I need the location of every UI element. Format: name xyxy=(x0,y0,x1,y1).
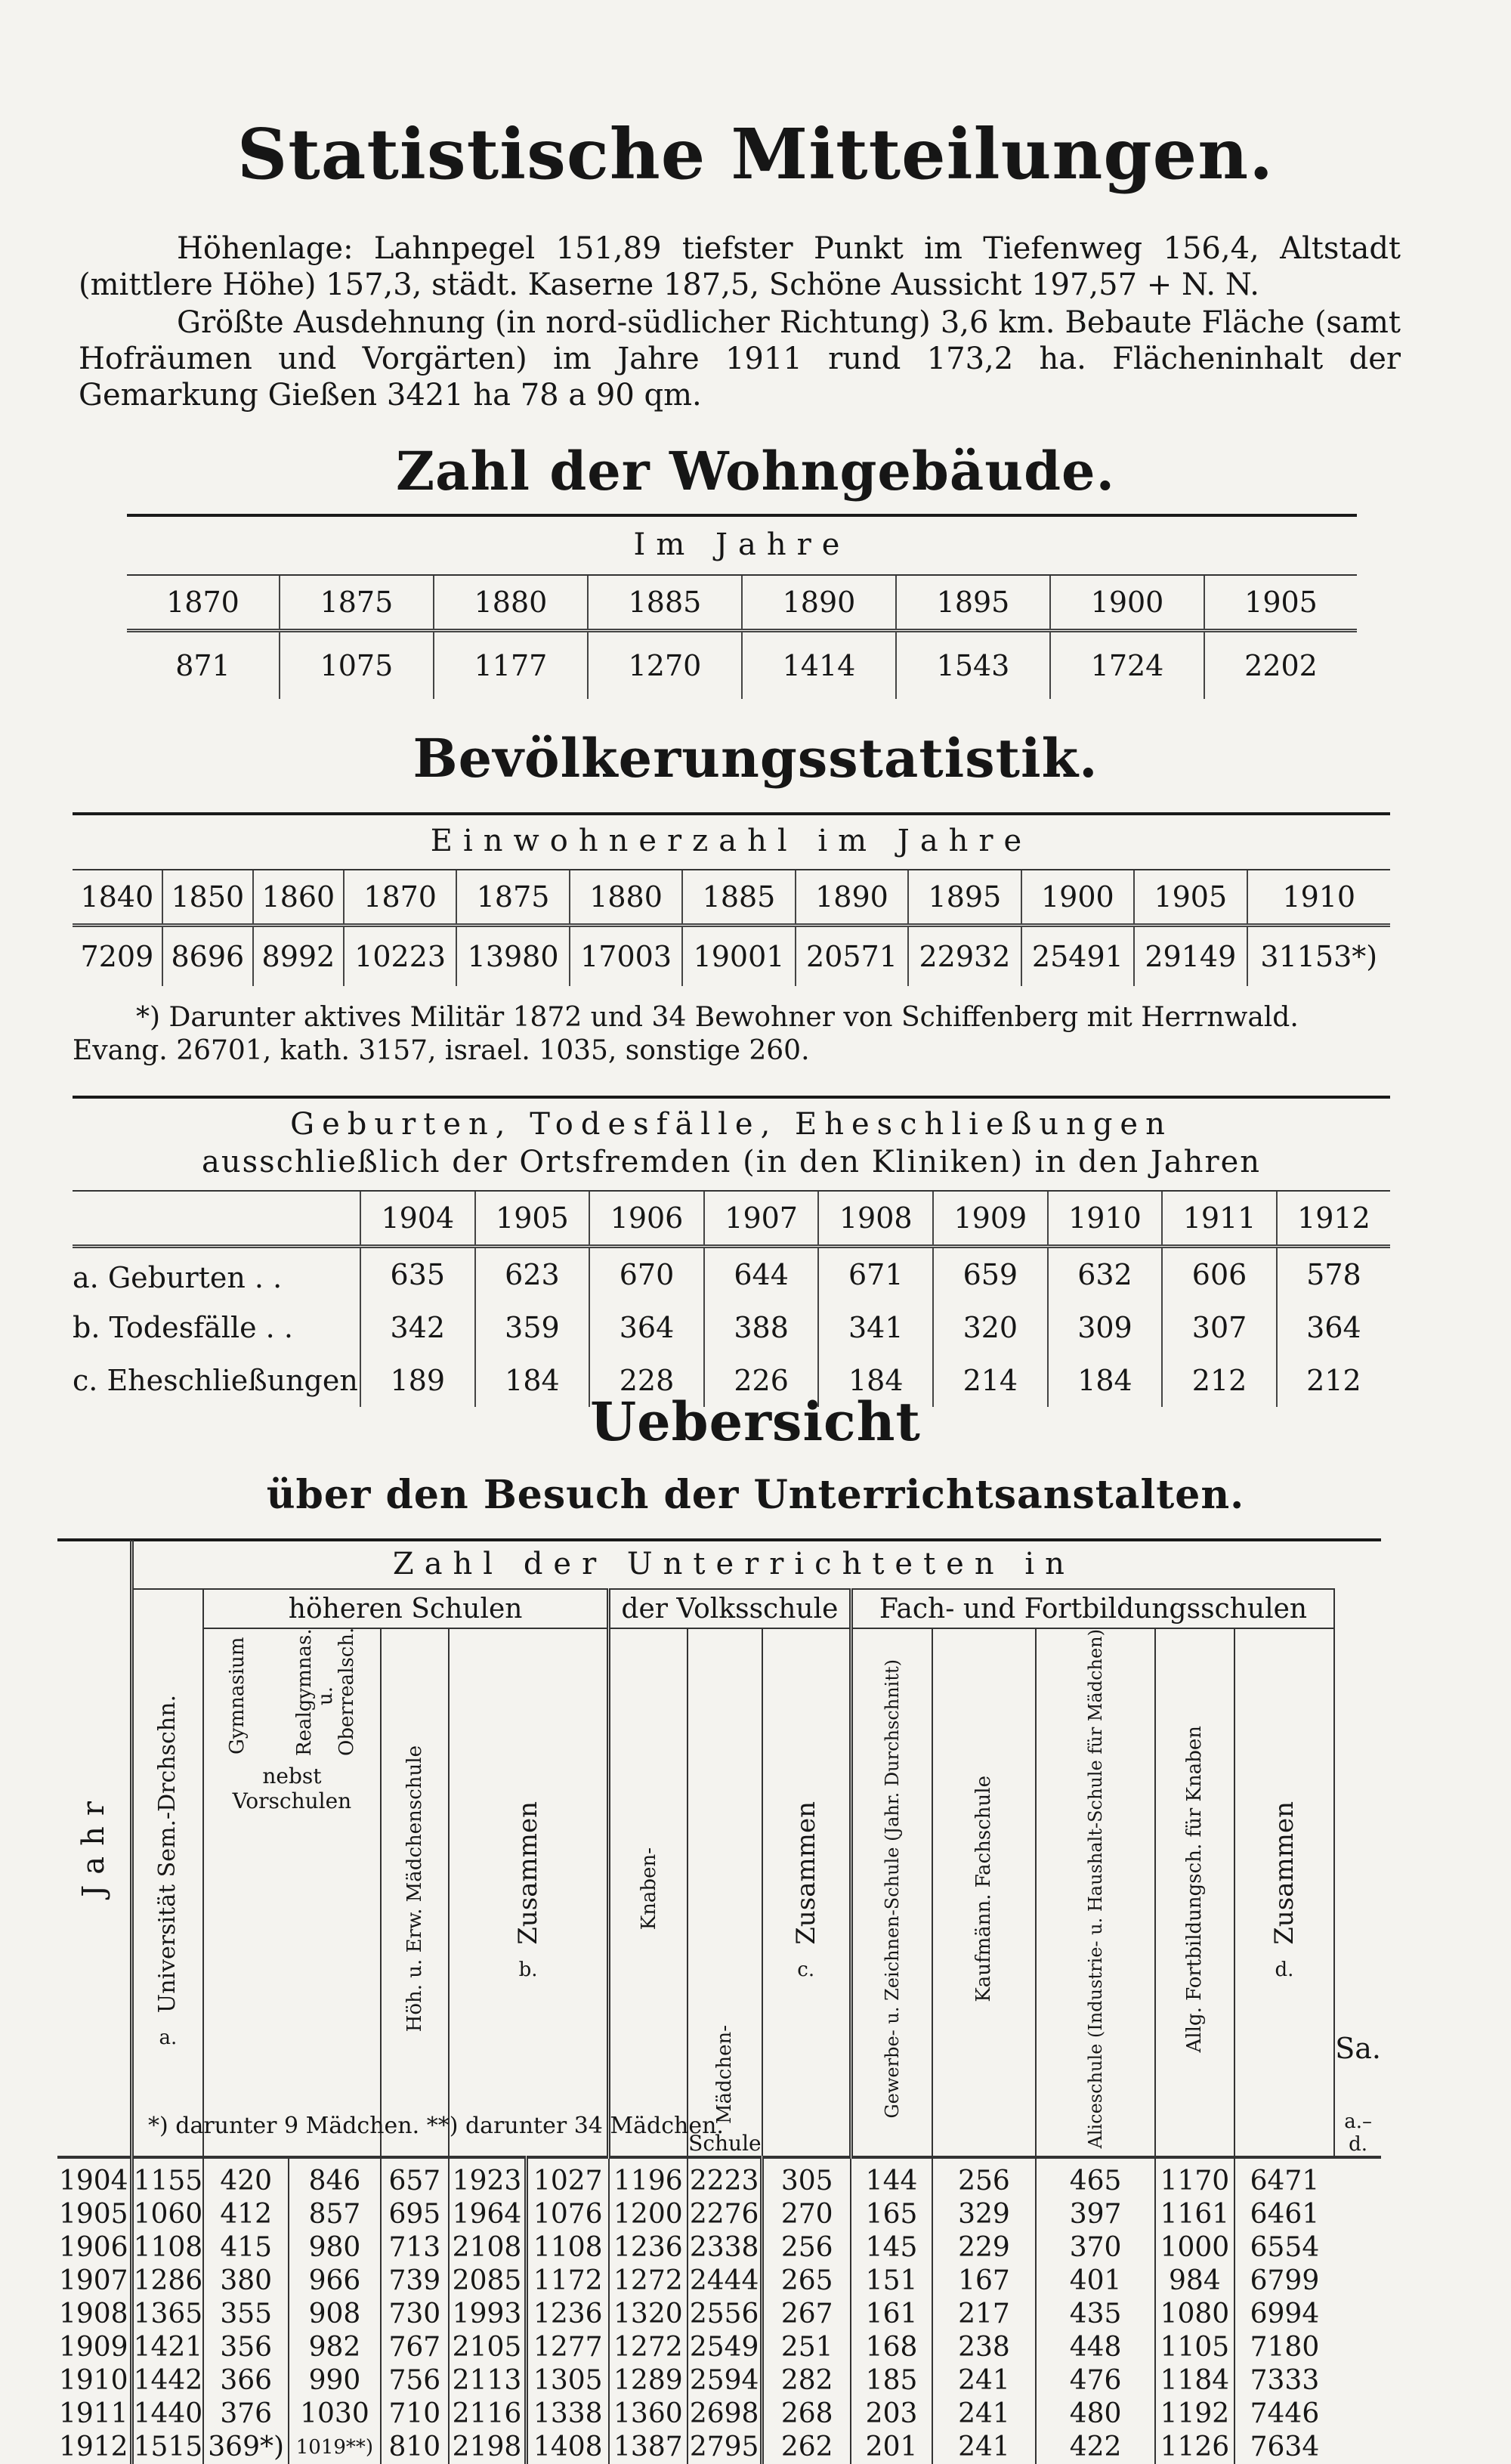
table-cell: 214 xyxy=(933,1354,1048,1407)
table-cell: 1909 xyxy=(933,1192,1048,1247)
hoeh-header xyxy=(381,1628,449,2157)
zus-b-header xyxy=(449,1628,609,2157)
housing-title: Zahl der Wohngebäude. xyxy=(396,440,1115,502)
table-cell: 415 xyxy=(203,2231,289,2265)
table-cell: 6799 xyxy=(1250,2265,1320,2297)
hoeh-label: Höh. u. Erw. Mädchenschule xyxy=(403,1745,426,2033)
table-cell: 268 xyxy=(762,2398,851,2431)
table-cell: 1408 xyxy=(526,2431,608,2464)
table-cell: 1850 xyxy=(162,870,253,926)
table-cell: 1414 xyxy=(742,631,896,700)
table-cell: 1170 xyxy=(1155,2157,1234,2198)
housing-caption: Im Jahre xyxy=(633,527,851,562)
year-header-label: Jahr xyxy=(76,1791,111,1898)
table-cell: 184 xyxy=(1048,1354,1163,1407)
table-row xyxy=(57,2298,1381,2331)
housing-table xyxy=(127,576,1357,699)
univ-header-label: Universität Sem.-Drchschn. xyxy=(154,1694,181,2013)
table-cell: 1885 xyxy=(682,870,795,926)
births-caption: Geburten, Todesfälle, Eheschließungen xyxy=(290,1107,1173,1142)
table-cell: 228 xyxy=(589,1354,704,1407)
table-cell: 1911 xyxy=(1162,1192,1277,1247)
schools-group-row xyxy=(57,1589,1381,1628)
table-cell: 465 xyxy=(1036,2157,1155,2198)
table-cell: 671 xyxy=(818,1247,933,1302)
kfm-header xyxy=(932,1628,1036,2157)
table-cell: 20571 xyxy=(796,926,908,987)
table-cell: 212 xyxy=(1277,1354,1390,1407)
table-cell: 1964 xyxy=(449,2198,526,2231)
table-cell: 2198 xyxy=(449,2431,526,2464)
table-cell: 29149 xyxy=(1134,926,1247,987)
table-cell: 2795 xyxy=(688,2431,762,2464)
table-cell: 632 xyxy=(1048,1247,1163,1302)
allg-label: Allg. Fortbildungsch. für Knaben xyxy=(1183,1725,1207,2052)
schools-subtitle: über den Besuch der Unterrichtsanstalten. xyxy=(266,1472,1245,1518)
table-cell: 17003 xyxy=(570,926,682,987)
table-cell: 635 xyxy=(360,1247,475,1302)
table-cell: 739 xyxy=(381,2265,449,2298)
table-cell: 305 xyxy=(762,2157,851,2198)
table-cell: 229 xyxy=(932,2231,1036,2265)
table-cell: 1442 xyxy=(131,2364,203,2398)
table-cell: 22932 xyxy=(908,926,1021,987)
zus-c-letter: c. xyxy=(797,1959,815,1982)
table-cell: 256 xyxy=(762,2231,851,2265)
table-cell: 1108 xyxy=(131,2231,203,2265)
table-cell: 767 xyxy=(381,2331,449,2364)
year-cell: 1904 xyxy=(57,2157,131,2198)
year-cell: 1910 xyxy=(57,2364,131,2398)
table-cell: 1177 xyxy=(434,631,588,700)
table-cell: 203 xyxy=(851,2398,932,2431)
table-cell: 19001 xyxy=(682,926,795,987)
table-cell: 1286 xyxy=(131,2265,203,2298)
knaben-header xyxy=(609,1628,688,2157)
table-cell: 846 xyxy=(289,2157,381,2198)
table-cell: 1870 xyxy=(127,576,280,631)
table-cell: 7446 xyxy=(1250,2398,1320,2430)
table-cell: 1907 xyxy=(704,1192,819,1247)
table-row xyxy=(73,1301,1390,1354)
table-cell: 145 xyxy=(851,2231,932,2265)
table-cell: 1060 xyxy=(131,2198,203,2231)
table-cell: 1440 xyxy=(131,2398,203,2431)
gew-header xyxy=(851,1628,932,2157)
table-row xyxy=(57,2398,1381,2431)
table-cell: 644 xyxy=(704,1247,819,1302)
population-title: Bevölkerungsstatistik. xyxy=(413,727,1098,790)
table-cell: 1912 xyxy=(1277,1192,1390,1247)
table-cell: 1338 xyxy=(526,2398,608,2431)
table-cell: 251 xyxy=(762,2331,851,2364)
schools-footnote: *) darunter 9 Mädchen. **) darunter 34 Mädchen. xyxy=(148,2113,724,2139)
table-cell: 1236 xyxy=(526,2298,608,2331)
table-cell: 185 xyxy=(851,2364,932,2398)
table-cell: 1108 xyxy=(526,2231,608,2265)
alice-header xyxy=(1036,1628,1155,2157)
table-cell: 359 xyxy=(475,1301,590,1354)
table-cell: 1900 xyxy=(1050,576,1204,631)
housing-top-rule xyxy=(127,514,1357,517)
table-cell: 420 xyxy=(203,2157,289,2198)
table-cell: 2556 xyxy=(688,2298,762,2331)
table-cell: 1184 xyxy=(1155,2364,1234,2398)
table-cell: 401 xyxy=(1036,2265,1155,2298)
births-top-rule xyxy=(73,1096,1390,1099)
table-cell: 6461 xyxy=(1250,2199,1320,2231)
table-cell: 1875 xyxy=(280,576,434,631)
table-row xyxy=(57,2265,1381,2298)
table-row xyxy=(57,2198,1381,2231)
table-cell: 369*) xyxy=(203,2431,289,2464)
table-cell: 2276 xyxy=(688,2198,762,2231)
group-volk: der Volksschule xyxy=(609,1589,851,1628)
table-cell: 1910 xyxy=(1048,1192,1163,1247)
table-cell: 1272 xyxy=(609,2331,688,2364)
group-fach: Fach- und Fortbildungsschulen xyxy=(851,1589,1334,1628)
table-cell: 2338 xyxy=(688,2231,762,2265)
row-label: a. Geburten . . xyxy=(73,1261,283,1294)
table-cell: 1277 xyxy=(526,2331,608,2364)
table-cell: 2085 xyxy=(449,2265,526,2298)
table-cell: 7634 xyxy=(1250,2432,1320,2463)
table-cell: 670 xyxy=(589,1247,704,1302)
gym-real-header xyxy=(203,1628,381,2157)
page-title: Statistische Mitteilungen. xyxy=(236,113,1275,195)
table-cell: 366 xyxy=(203,2364,289,2398)
table-cell: 7209 xyxy=(80,940,154,973)
table-cell: 1895 xyxy=(908,870,1021,926)
schools-title: Uebersicht xyxy=(590,1390,921,1453)
table-cell: 212 xyxy=(1162,1354,1277,1407)
table-cell: 320 xyxy=(933,1301,1048,1354)
table-cell: 1365 xyxy=(131,2298,203,2331)
table-cell: 578 xyxy=(1277,1247,1390,1302)
year-cell: 1908 xyxy=(57,2298,131,2331)
table-cell: 1030 xyxy=(289,2398,381,2431)
zus-d-letter: d. xyxy=(1275,1959,1294,1982)
table-cell: 161 xyxy=(851,2298,932,2331)
table-cell: 1904 xyxy=(360,1192,475,1247)
table-cell: 871 xyxy=(175,649,230,682)
table-cell: 241 xyxy=(932,2398,1036,2431)
table-cell: 6471 xyxy=(1250,2166,1320,2197)
table-cell: 238 xyxy=(932,2331,1036,2364)
table-row xyxy=(73,1247,1390,1302)
table-cell: 448 xyxy=(1036,2331,1155,2364)
table-cell: 1289 xyxy=(609,2364,688,2398)
table-cell: 262 xyxy=(762,2431,851,2464)
table-cell: 167 xyxy=(932,2265,1036,2298)
table-cell: 380 xyxy=(203,2265,289,2298)
table-cell: 980 xyxy=(289,2231,381,2265)
table-cell: 480 xyxy=(1036,2398,1155,2431)
table-cell: 307 xyxy=(1162,1301,1277,1354)
row-label: b. Todesfälle . . xyxy=(73,1311,293,1344)
table-cell: 2113 xyxy=(449,2364,526,2398)
table-cell: 1105 xyxy=(1155,2331,1234,2364)
table-cell: 388 xyxy=(704,1301,819,1354)
table-row xyxy=(57,2231,1381,2265)
table-cell: 2549 xyxy=(688,2331,762,2364)
table-cell: 165 xyxy=(851,2198,932,2231)
alice-label: Aliceschule (Industrie- u. Haushalt-Schule für Mädchen) xyxy=(1085,1629,1107,2149)
table-cell: 422 xyxy=(1036,2431,1155,2464)
year-header xyxy=(57,1540,131,2157)
table-cell: 2105 xyxy=(449,2331,526,2364)
table-cell: 189 xyxy=(360,1354,475,1407)
table-cell: 1875 xyxy=(456,870,569,926)
real-label: Realgymnas. u. Oberrealsch. xyxy=(292,1627,358,1756)
table-cell: 2594 xyxy=(688,2364,762,2398)
table-cell: 6994 xyxy=(1250,2299,1320,2330)
table-cell: 1840 xyxy=(73,870,162,926)
nebst-label: nebst Vorschulen xyxy=(232,1764,352,1813)
housing-values-row xyxy=(127,631,1357,700)
table-cell: 282 xyxy=(762,2364,851,2398)
table-cell: 1880 xyxy=(570,870,682,926)
schools-body xyxy=(57,2157,1381,2464)
table-cell: 1895 xyxy=(896,576,1050,631)
table-cell: 2444 xyxy=(688,2265,762,2298)
table-cell: 7333 xyxy=(1250,2365,1320,2397)
births-years-row xyxy=(73,1192,1390,1247)
table-cell: 966 xyxy=(289,2265,381,2298)
table-cell: 1905 xyxy=(475,1192,590,1247)
kfm-label: Kaufmänn. Fachschule xyxy=(972,1775,996,2002)
table-cell: 226 xyxy=(704,1354,819,1407)
schools-caption-row xyxy=(57,1540,1381,1589)
table-cell: 217 xyxy=(932,2298,1036,2331)
table-cell: 1155 xyxy=(131,2157,203,2198)
table-cell: 25491 xyxy=(1021,926,1134,987)
table-cell: 1860 xyxy=(253,870,344,926)
table-cell: 270 xyxy=(762,2198,851,2231)
maedchen-header xyxy=(688,1628,762,2157)
housing-years-row xyxy=(127,576,1357,631)
table-cell: 1905 xyxy=(1204,576,1357,631)
year-cell: 1907 xyxy=(57,2265,131,2298)
table-cell: 1910 xyxy=(1247,870,1390,926)
table-cell: 265 xyxy=(762,2265,851,2298)
allg-header xyxy=(1155,1628,1234,2157)
year-cell: 1905 xyxy=(57,2198,131,2231)
year-cell: 1911 xyxy=(57,2398,131,2431)
zus-d-label: Zusammen xyxy=(1268,1801,1299,1946)
table-cell: 1908 xyxy=(818,1192,933,1247)
table-cell: 397 xyxy=(1036,2198,1155,2231)
population-footnote: *) Darunter aktives Militär 1872 und 34 Bewohner von Schiffenberg mit Herrnwald. xyxy=(136,1002,1299,1033)
table-cell: 31153*) xyxy=(1247,926,1390,987)
population-values-row xyxy=(73,926,1390,987)
table-row xyxy=(57,2364,1381,2398)
table-cell: 1196 xyxy=(609,2157,688,2198)
table-cell: 695 xyxy=(381,2198,449,2231)
table-cell: 168 xyxy=(851,2331,932,2364)
year-cell: 1906 xyxy=(57,2231,131,2265)
table-cell: 6554 xyxy=(1250,2232,1320,2264)
table-cell: 1906 xyxy=(589,1192,704,1247)
zus-d-header xyxy=(1234,1628,1335,2157)
table-cell: 241 xyxy=(932,2431,1036,2464)
table-cell: 355 xyxy=(203,2298,289,2331)
table-cell: 342 xyxy=(360,1301,475,1354)
table-cell: 710 xyxy=(381,2398,449,2431)
table-cell: 329 xyxy=(932,2198,1036,2231)
table-cell: 1172 xyxy=(526,2265,608,2298)
table-cell: 1923 xyxy=(449,2157,526,2198)
table-cell: 1080 xyxy=(1155,2298,1234,2331)
table-row xyxy=(57,2331,1381,2364)
table-cell: 1387 xyxy=(609,2431,688,2464)
population-years-row xyxy=(73,870,1390,926)
schools-table xyxy=(57,1540,1381,2464)
maedchen-label: Mädchen- xyxy=(713,2024,737,2124)
births-caption-2: ausschließlich der Ortsfremden (in den Kliniken) in den Jahren xyxy=(201,1145,1262,1179)
table-cell: 857 xyxy=(289,2198,381,2231)
sa-label: Sa. xyxy=(1335,2031,1381,2065)
year-cell: 1912 xyxy=(57,2431,131,2464)
gew-label: Gewerbe- u. Zeichnen-Schule (Jahr. Durchschnitt) xyxy=(881,1659,903,2119)
table-cell: 144 xyxy=(851,2157,932,2198)
table-cell: 1885 xyxy=(588,576,742,631)
table-cell: 8992 xyxy=(253,926,344,987)
table-cell: 2223 xyxy=(688,2157,762,2198)
table-cell: 1870 xyxy=(344,870,456,926)
table-cell: 8696 xyxy=(162,926,253,987)
table-cell: 1161 xyxy=(1155,2198,1234,2231)
table-cell: 1543 xyxy=(896,631,1050,700)
zus-c-header xyxy=(762,1628,851,2157)
table-cell: 256 xyxy=(932,2157,1036,2198)
table-cell: 908 xyxy=(289,2298,381,2331)
table-cell: 713 xyxy=(381,2231,449,2265)
table-cell: 1320 xyxy=(609,2298,688,2331)
univ-letter: a. xyxy=(159,2026,178,2049)
table-cell: 606 xyxy=(1162,1247,1277,1302)
group-hoehere: höheren Schulen xyxy=(203,1589,608,1628)
population-denominations: Evang. 26701, kath. 3157, israel. 1035, sonstige 260. xyxy=(73,1035,810,1066)
births-table xyxy=(73,1192,1390,1407)
table-cell: 1421 xyxy=(131,2331,203,2364)
table-cell: 267 xyxy=(762,2298,851,2331)
row-label: c. Eheschließungen xyxy=(73,1364,358,1397)
table-cell: 1272 xyxy=(609,2265,688,2298)
table-cell: 1900 xyxy=(1021,870,1134,926)
population-top-rule xyxy=(73,812,1390,815)
schools-subheader-row xyxy=(57,1628,1381,2157)
table-cell: 241 xyxy=(932,2364,1036,2398)
table-cell: 309 xyxy=(1048,1301,1163,1354)
table-cell: 1890 xyxy=(742,576,896,631)
table-cell: 364 xyxy=(589,1301,704,1354)
table-cell xyxy=(73,1192,360,1247)
table-cell: 201 xyxy=(851,2431,932,2464)
population-table xyxy=(73,870,1390,986)
table-cell: 13980 xyxy=(456,926,569,987)
sa-letter: a.–d. xyxy=(1344,2110,1372,2156)
table-cell: 1270 xyxy=(588,631,742,700)
table-cell: 1724 xyxy=(1050,631,1204,700)
table-cell: 1000 xyxy=(1155,2231,1234,2265)
table-cell: 412 xyxy=(203,2198,289,2231)
table-cell: 730 xyxy=(381,2298,449,2331)
schools-caption: Zahl der Unterrichteten in xyxy=(131,1540,1334,1589)
univ-header xyxy=(131,1589,203,2157)
table-cell: 476 xyxy=(1036,2364,1155,2398)
table-cell: 10223 xyxy=(344,926,456,987)
table-cell: 990 xyxy=(289,2364,381,2398)
table-cell: 1019**) xyxy=(289,2431,381,2464)
table-cell: 1993 xyxy=(449,2298,526,2331)
table-cell: 1027 xyxy=(526,2157,608,2198)
table-cell: 2116 xyxy=(449,2398,526,2431)
table-cell: 2108 xyxy=(449,2231,526,2265)
table-cell: 657 xyxy=(381,2157,449,2198)
table-cell: 151 xyxy=(851,2265,932,2298)
schule-label: Schule xyxy=(688,2130,762,2156)
table-row xyxy=(57,2157,1381,2198)
table-cell: 1236 xyxy=(609,2231,688,2265)
zus-b-letter: b. xyxy=(518,1959,538,1982)
table-cell: 982 xyxy=(289,2331,381,2364)
table-cell: 1126 xyxy=(1155,2431,1234,2464)
table-cell: 1075 xyxy=(280,631,434,700)
gym-label: Gymnasium xyxy=(226,1637,249,1754)
table-cell: 1360 xyxy=(609,2398,688,2431)
table-cell: 341 xyxy=(818,1301,933,1354)
table-cell: 659 xyxy=(933,1247,1048,1302)
table-cell: 1305 xyxy=(526,2364,608,2398)
intro-paragraph-2: Größte Ausdehnung (in nord-südlicher Richtung) 3,6 km. Bebaute Fläche (samt Hofräumen und Vorgärten) im Jahre 1911 rund 173,2 ha. Flächeninhalt der Gemarkung Gießen 3421 ha 78 a 90 qm. xyxy=(79,305,1401,413)
table-cell: 376 xyxy=(203,2398,289,2431)
table-cell: 1890 xyxy=(796,870,908,926)
table-cell: 810 xyxy=(381,2431,449,2464)
table-cell: 1880 xyxy=(434,576,588,631)
table-cell: 1192 xyxy=(1155,2398,1234,2431)
table-cell: 184 xyxy=(818,1354,933,1407)
table-cell: 1076 xyxy=(526,2198,608,2231)
table-cell: 623 xyxy=(475,1247,590,1302)
table-row xyxy=(57,2431,1381,2464)
table-cell: 356 xyxy=(203,2331,289,2364)
table-cell: 984 xyxy=(1155,2265,1234,2298)
sa-header xyxy=(1334,1589,1381,2157)
knaben-label: Knaben- xyxy=(637,1847,660,1931)
zus-c-label: Zusammen xyxy=(790,1801,821,1946)
table-cell: 370 xyxy=(1036,2231,1155,2265)
table-cell: 364 xyxy=(1277,1301,1390,1354)
intro-paragraph-1: Höhenlage: Lahnpegel 151,89 tiefster Punkt im Tiefenweg 156,4, Altstadt (mittlere Höhe) 157,3, städt. Kaserne 187,5, Schöne Aussicht 197,57 + N. N. xyxy=(79,231,1401,302)
table-cell: 756 xyxy=(381,2364,449,2398)
year-cell: 1909 xyxy=(57,2331,131,2364)
table-cell: 1515 xyxy=(131,2431,203,2464)
population-caption: Einwohnerzahl im Jahre xyxy=(430,824,1033,858)
table-cell: 2202 xyxy=(1204,631,1357,700)
table-cell: 7180 xyxy=(1250,2332,1320,2364)
table-cell: 1905 xyxy=(1134,870,1247,926)
table-cell: 2698 xyxy=(688,2398,762,2431)
table-cell: 1200 xyxy=(609,2198,688,2231)
table-cell: 435 xyxy=(1036,2298,1155,2331)
zus-b-label: Zusammen xyxy=(513,1801,544,1946)
table-cell: 184 xyxy=(475,1354,590,1407)
